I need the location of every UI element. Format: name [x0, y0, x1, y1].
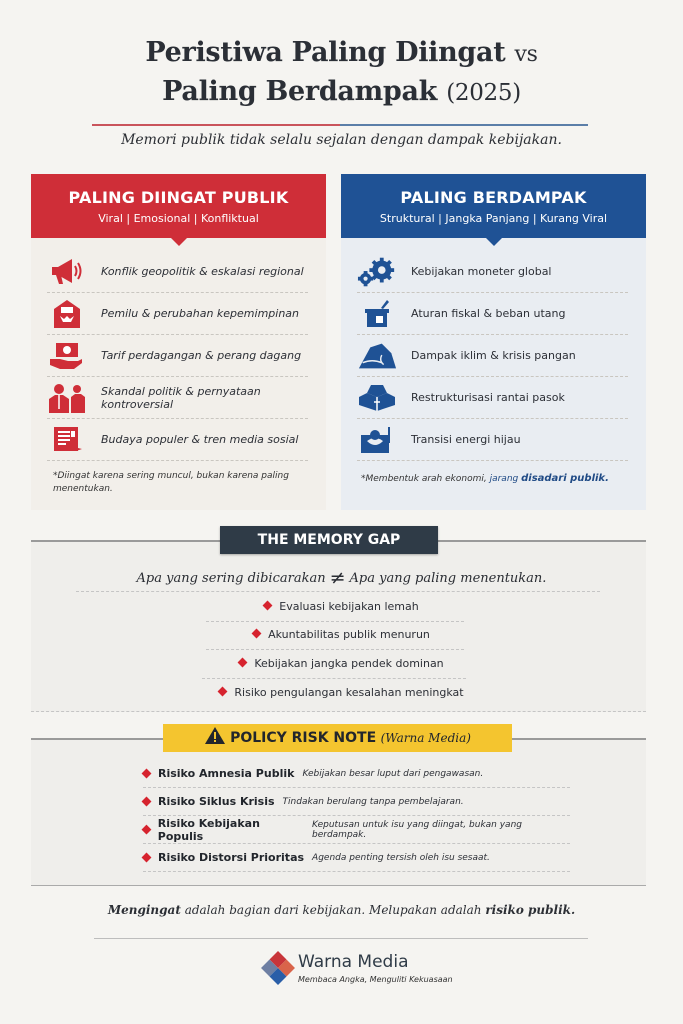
fiscal-building-icon	[357, 298, 397, 330]
hand-money-icon	[47, 340, 87, 372]
ballot-box-icon	[47, 298, 87, 330]
panel-heading: PALING BERDAMPAK	[400, 188, 587, 207]
risk-desc: Keputusan untuk isu yang diingat, bukan yang berdampak.	[312, 819, 522, 840]
risk-desc: Agenda penting tersish oleh isu sesaat.	[312, 852, 490, 863]
title-line1: Peristiwa Paling Diingat	[145, 37, 506, 68]
panel-footnote: *Diingat karena sering muncul, bukan karena paling menentukan.	[53, 471, 289, 494]
diamond-bullet-icon	[218, 687, 228, 697]
risk-title: Risiko Amnesia Publik	[158, 767, 295, 780]
title-vs: vs	[514, 42, 538, 67]
gap-item	[0, 657, 683, 670]
item-label: Restrukturisasi rantai pasok	[411, 391, 565, 404]
footer-divider	[94, 938, 588, 939]
diamond-bullet-icon	[142, 797, 152, 807]
gap-item	[0, 600, 683, 613]
item-label: Konflik geopolitik & eskalasi regional	[101, 265, 304, 278]
gap-item	[0, 628, 683, 641]
gears-icon	[357, 256, 397, 288]
subtitle: Memori publik tidak selalu sejalan dengan dampak kebijakan.	[121, 132, 562, 148]
memory-gap-statement	[0, 567, 683, 589]
list-item	[357, 377, 628, 419]
climate-mountain-icon	[357, 340, 397, 372]
list-item	[47, 419, 308, 461]
list-item	[357, 419, 628, 461]
page-title	[0, 34, 683, 112]
item-label: Dampak iklim & krisis pangan	[411, 349, 576, 362]
diamond-bullet-icon	[142, 769, 152, 779]
divider	[206, 621, 464, 622]
note-emphasis: disadari publik.	[521, 473, 609, 484]
not-equal-icon: ≠	[329, 567, 346, 589]
panel-footnote	[361, 472, 626, 486]
panel-header	[31, 174, 326, 238]
panel-header	[341, 174, 646, 238]
closing-emphasis: risiko publik.	[485, 903, 576, 917]
brand-tagline: Membaca Angka, Menguliti Kekuasaan	[298, 975, 453, 984]
risk-title: Risiko Siklus Krisis	[158, 795, 275, 808]
item-label: Aturan fiskal & beban utang	[411, 307, 566, 320]
list-item	[357, 251, 628, 293]
panel-most-impactful	[341, 174, 646, 510]
item-label: Skandal politik & pernyataan kontroversial	[101, 384, 261, 411]
item-label: Kebijakan moneter global	[411, 265, 552, 278]
list-item	[47, 293, 308, 335]
gap-item-label: Akuntabilitas publik menurun	[268, 628, 430, 641]
people-scandal-icon	[47, 382, 87, 414]
divider	[31, 711, 646, 712]
list-item	[357, 293, 628, 335]
gap-item	[0, 686, 683, 699]
risk-item	[143, 816, 570, 844]
list-item	[357, 335, 628, 377]
risk-desc: Tindakan berulang tanpa pembelajaran.	[282, 796, 464, 807]
list-item	[47, 251, 308, 293]
diamond-bullet-icon	[142, 853, 152, 863]
item-label: Budaya populer & tren media sosial	[101, 433, 299, 446]
risk-title: Risiko Kebijakan Populis	[157, 816, 260, 843]
brand-name: Warna Media	[298, 952, 409, 972]
list-item	[47, 377, 308, 419]
diamond-bullet-icon	[263, 601, 273, 611]
divider	[206, 649, 464, 650]
statement-left: Apa yang sering dibicarakan	[136, 571, 326, 586]
warna-media-logo-icon	[258, 948, 298, 988]
diamond-bullet-icon	[142, 825, 152, 835]
closing-statement	[0, 903, 683, 917]
note-text: *Membentuk arah ekonomi,	[361, 474, 490, 484]
megaphone-icon	[47, 256, 87, 288]
statement-right: Apa yang paling menentukan.	[349, 571, 547, 586]
closing-text: adalah bagian dari kebijakan. Melupakan adalah	[180, 903, 486, 917]
panel-subheading: Struktural | Jangka Panjang | Kurang Viral	[379, 212, 608, 225]
risk-desc: Kebijakan besar luput dari pengawasan.	[302, 768, 484, 779]
title-line2: Paling Berdampak	[162, 76, 438, 107]
policy-risk-label	[163, 724, 512, 752]
panel-most-remembered	[31, 174, 326, 510]
title-divider	[92, 124, 588, 126]
gap-item-label: Evaluasi kebijakan lemah	[279, 600, 419, 613]
green-energy-icon	[357, 424, 397, 456]
gap-item-label: Risiko pengulangan kesalahan meningkat	[234, 686, 464, 699]
item-label: Transisi energi hijau	[411, 433, 521, 446]
risk-item	[143, 844, 570, 872]
risk-label-title: POLICY RISK NOTE	[230, 730, 377, 746]
diamond-bullet-icon	[238, 658, 248, 668]
risk-item	[143, 760, 570, 788]
diamond-bullet-icon	[252, 629, 262, 639]
panel-subheading: Viral | Emosional | Konfliktual	[98, 212, 259, 225]
closing-emphasis: Mengingat	[107, 903, 181, 917]
social-media-icon	[47, 424, 87, 456]
list-item	[47, 335, 308, 377]
risk-label-source: (Warna Media)	[380, 731, 471, 745]
risk-title: Risiko Distorsi Prioritas	[158, 851, 305, 864]
item-label: Tarif perdagangan & perang dagang	[101, 349, 302, 362]
note-text-mid: jarang	[489, 474, 522, 484]
risk-item	[143, 788, 570, 816]
gap-item-label: Kebijakan jangka pendek dominan	[254, 657, 444, 670]
item-label: Pemilu & perubahan kepemimpinan	[101, 307, 300, 320]
warning-icon	[204, 726, 226, 745]
panel-heading: PALING DIINGAT PUBLIK	[68, 188, 289, 207]
divider	[76, 591, 600, 592]
memory-gap-label: THE MEMORY GAP	[220, 526, 438, 554]
title-year: (2025)	[446, 80, 521, 106]
section-divider	[31, 885, 646, 886]
supply-chain-icon	[357, 382, 397, 414]
divider	[202, 678, 466, 679]
